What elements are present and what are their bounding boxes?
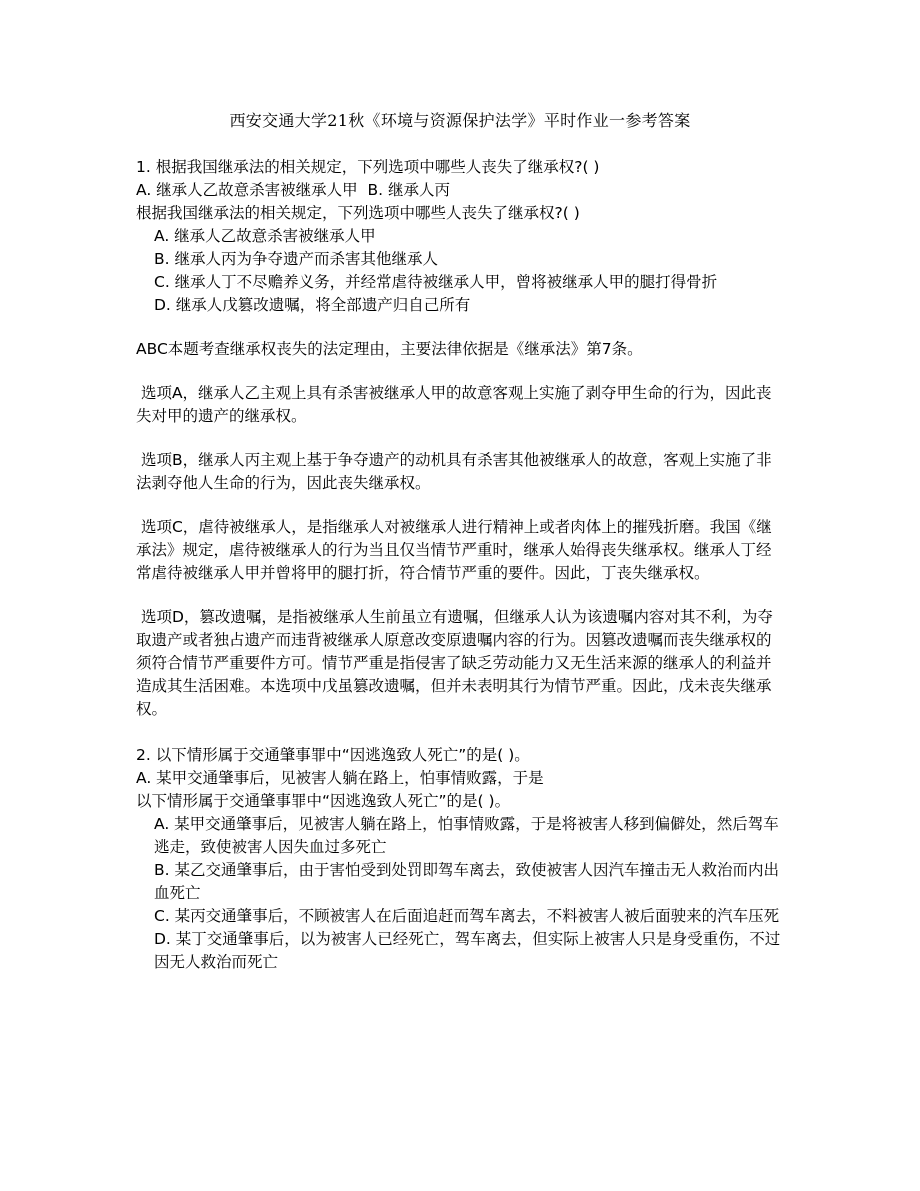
question-1-head: 1. 根据我国继承法的相关规定，下列选项中哪些人丧失了继承权?( ) [136,158,600,176]
question-2-option-d: D. 某丁交通肇事后，以为被害人已经死亡，驾车离去，但实际上被害人只是身受重伤，不过因无人救治而死亡 [154,930,781,971]
question-2-option-b: B. 某乙交通肇事后，由于害怕受到处罚即驾车离去，致使被害人因汽车撞击无人救治而内出血死亡 [154,861,779,902]
document-body [136,156,784,974]
explanation-c: 选项C，虐待被继承人，是指继承人对被继承人进行精神上或者肉体上的摧残折磨。我国《继承法》规定，虐待被继承人的行为当且仅当情节严重时，继承人始得丧失继承权。继承人丁经常虐待被继承人甲并曾将甲的腿打折，符合情节严重的要件。因此，丁丧失继承权。 [136,518,772,582]
question-1-option-d: D. 继承人戊篡改遗嘱，将全部遗产归自己所有 [154,296,471,314]
question-1-stem: 根据我国继承法的相关规定，下列选项中哪些人丧失了继承权?( ) [136,204,580,222]
question-1-option-b: B. 继承人丙为争夺遗产而杀害其他继承人 [154,250,438,268]
question-2-stem: 以下情形属于交通肇事罪中“因逃逸致人死亡”的是( )。 [136,792,511,810]
question-1-option-c: C. 继承人丁不尽赡养义务，并经常虐待被继承人甲，曾将被继承人甲的腿打得骨折 [154,273,718,291]
question-2-option-a: A. 某甲交通肇事后，见被害人躺在路上，怕事情败露，于是将被害人移到偏僻处，然后驾车逃走，致使被害人因失血过多死亡 [154,815,779,856]
document-title: 西安交通大学21秋《环境与资源保护法学》平时作业一参考答案 [229,111,691,130]
question-2-excerpt: A. 某甲交通肇事后，见被害人躺在路上，怕事情败露，于是 [136,769,544,787]
explanation-b: 选项B，继承人丙主观上基于争夺遗产的动机具有杀害其他被继承人的故意，客观上实施了非法剥夺他人生命的行为，因此丧失继承权。 [136,451,772,492]
explanation-d: 选项D，篡改遗嘱，是指被继承人生前虽立有遗嘱，但继承人认为该遗嘱内容对其不利，为夺取遗产或者独占遗产而违背被继承人原意改变原遗嘱内容的行为。因篡改遗嘱而丧失继承权的须符合情节严重要件方可。情节严重是指侵害了缺乏劳动能力又无生活来源的继承人的利益并造成其生活困难。本选项中戊虽篡改遗嘱，但并未表明其行为情节严重。因此，戊未丧失继承权。 [136,608,773,718]
question-2-head: 2. 以下情形属于交通肇事罪中“因逃逸致人死亡”的是( )。 [136,746,530,764]
explanation-a: 选项A，继承人乙主观上具有杀害被继承人甲的故意客观上实施了剥夺甲生命的行为，因此丧失对甲的遗产的继承权。 [136,384,772,425]
question-2-option-c: C. 某丙交通肇事后，不顾被害人在后面追赶而驾车离去，不料被害人被后面驶来的汽车压死 [154,907,780,925]
question-1-option-a: A. 继承人乙故意杀害被继承人甲 [154,227,376,245]
question-1-excerpt: A. 继承人乙故意杀害被继承人甲 B. 继承人丙 [136,181,451,199]
question-1-answer: ABC本题考查继承权丧失的法定理由，主要法律依据是《继承法》第7条。 [136,340,643,358]
